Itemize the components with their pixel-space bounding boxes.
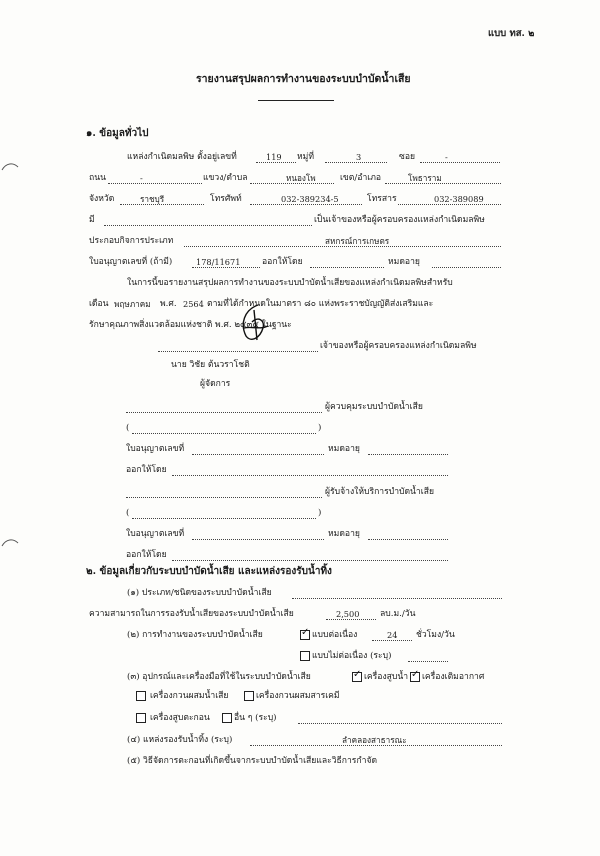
contractor-license-line <box>192 539 324 540</box>
capacity-value: 2,500 <box>336 609 360 619</box>
form-title: รายงานสรุปผลการทำงานของระบบบำบัดน้ำเสีย <box>196 73 411 85</box>
sludge-pump-label: เครื่องสูบตะกอน <box>150 713 210 723</box>
license-line <box>192 267 260 268</box>
receiving-water-line <box>250 745 502 746</box>
capacity-line <box>326 619 376 620</box>
fax-value: 032-389089 <box>434 194 484 204</box>
owner-sign-caption: เจ้าของหรือผู้ครอบครองแหล่งกำเนิดมลพิษ <box>320 341 477 351</box>
report-statement-line2: ตามที่ได้กำหนดในมาตรา ๘๐ แห่งพระราชบัญญัติส่งเสริมและ <box>207 299 434 309</box>
aerator-label: เครื่องเติมอากาศ <box>422 672 485 682</box>
expiry-line <box>432 267 501 268</box>
pump-checkbox[interactable] <box>352 672 362 682</box>
controller-expiry-label: หมดอายุ <box>328 444 360 454</box>
continuous-checkbox[interactable] <box>300 630 310 640</box>
issued-by-line <box>310 267 384 268</box>
receiving-water-label: (๔) แหล่งรองรับน้ำทิ้ง (ระบุ) <box>127 735 233 745</box>
chem-mixer-label: เครื่องกวนผสมสารเคมี <box>256 691 340 701</box>
road-line <box>108 183 202 184</box>
section2-heading: ๒. ข้อมูลเกี่ยวกับระบบบำบัดน้ำเสีย และแหล่งรองรับน้ำทิ้ง <box>86 566 332 577</box>
contractor-sign-line <box>126 497 322 498</box>
controller-expiry-line <box>368 454 448 455</box>
fax-line <box>398 204 501 205</box>
chem-mixer-checkbox[interactable] <box>244 691 254 701</box>
mixer-label: เครื่องกวนผสมน้ำเสีย <box>150 691 229 701</box>
signer-name: นาย วิชัย ต้นวราโชติ <box>171 360 250 370</box>
equipment-label: (๓) อุปกรณ์และเครื่องมือที่ใช้ในระบบบำบัดน้ำเสีย <box>127 672 311 682</box>
license-value: 178/11671 <box>196 257 241 267</box>
year-value: 2564 <box>183 299 204 309</box>
operation-label: (๒) การทำงานของระบบบำบัดน้ำเสีย <box>127 630 263 640</box>
owner-suffix: เป็นเจ้าของหรือผู้ครอบครองแหล่งกำเนิดมลพิษ <box>314 215 485 225</box>
system-type-label: (๑) ประเภท/ชนิดของระบบบำบัดน้ำเสีย <box>127 588 272 598</box>
soi-label: ซอย <box>399 152 416 162</box>
noncontinuous-line <box>408 661 448 662</box>
other-line <box>298 723 502 724</box>
expiry-label: หมดอายุ <box>388 257 420 267</box>
contractor-paren-open: ( <box>126 508 130 518</box>
receiving-water-value: ลำคลองสาธารณะ <box>342 735 407 745</box>
business-line <box>184 246 501 247</box>
controller-issued-line <box>172 475 448 476</box>
tambon-value: หนองโพ <box>286 173 316 183</box>
road-label: ถนน <box>89 173 106 183</box>
month-label: เดือน <box>89 299 109 309</box>
phone-line <box>250 204 362 205</box>
contractor-issued-line <box>172 560 448 561</box>
house-no-value: 119 <box>266 152 282 162</box>
capacity-unit: ลบ.ม./วัน <box>380 609 416 619</box>
phone-label: โทรศัพท์ <box>210 194 242 204</box>
license-label: ใบอนุญาตเลขที่ (ถ้ามี) <box>89 257 173 267</box>
house-no-line <box>256 162 296 163</box>
mixer-checkbox[interactable] <box>136 691 146 701</box>
moo-value: 3 <box>356 152 362 162</box>
hours-value: 24 <box>387 630 398 640</box>
contractor-expiry-line <box>368 539 448 540</box>
tambon-label: แขวง/ตำบล <box>203 173 248 183</box>
signature-mark <box>236 302 272 344</box>
amphoe-value: โพธาราม <box>408 173 442 183</box>
aerator-checkbox[interactable] <box>410 672 420 682</box>
sludge-management-label: (๕) วิธีจัดการตะกอนที่เกิดขึ้นจากระบบบำบัดน้ำเสียและวิธีการกำจัด <box>127 756 378 766</box>
other-checkbox[interactable] <box>222 713 232 723</box>
province-label: จังหวัด <box>89 194 115 204</box>
province-line <box>120 204 204 205</box>
fax-label: โทรสาร <box>367 194 397 204</box>
owner-prefix: มี <box>89 215 95 225</box>
road-value: - <box>140 173 143 183</box>
tambon-line <box>250 183 334 184</box>
business-value: สหกรณ์การเกษตร <box>325 236 390 246</box>
controller-paren-close: ) <box>318 423 322 433</box>
contractor-issued-label: ออกให้โดย <box>126 550 167 560</box>
controller-issued-label: ออกให้โดย <box>126 465 167 475</box>
controller-caption: ผู้ควบคุมระบบบำบัดน้ำเสีย <box>325 402 423 412</box>
amphoe-line <box>385 183 501 184</box>
punch-hole-mark-top <box>0 160 20 174</box>
continuous-label: แบบต่อเนื่อง <box>312 630 358 640</box>
system-type-line <box>292 598 502 599</box>
contractor-name-line <box>132 518 316 519</box>
month-value: พฤษภาคม <box>114 299 151 309</box>
punch-hole-mark-bottom <box>0 536 20 550</box>
moo-label: หมู่ที่ <box>297 152 314 162</box>
soi-line <box>420 162 500 163</box>
section1-heading: ๑. ข้อมูลทั่วไป <box>86 128 149 139</box>
report-statement-line3: รักษาคุณภาพสิ่งแวดล้อมแห่งชาติ พ.ศ. ๒๕๓๕ ในฐานะ <box>89 320 292 330</box>
noncontinuous-checkbox[interactable] <box>300 651 310 661</box>
controller-license-label: ใบอนุญาตเลขที่ <box>126 444 185 454</box>
contractor-paren-close: ) <box>318 508 322 518</box>
signer-title: ผู้จัดการ <box>200 379 231 389</box>
report-statement-line1: ในการนี้ขอรายงานสรุปผลการทำงานของระบบบำบัดน้ำเสียของแหล่งกำเนิดมลพิษสำหรับ <box>127 278 453 288</box>
form-code: แบบ ทส. ๒ <box>488 28 535 39</box>
controller-sign-line <box>126 412 322 413</box>
province-value: ราชบุรี <box>140 194 165 204</box>
owner-sign-line <box>158 351 318 352</box>
controller-name-line <box>132 433 316 434</box>
owner-line <box>104 225 312 226</box>
contractor-expiry-label: หมดอายุ <box>328 529 360 539</box>
controller-license-line <box>192 454 324 455</box>
controller-paren-open: ( <box>126 423 130 433</box>
noncontinuous-label: แบบไม่ต่อเนื่อง (ระบุ) <box>312 651 392 661</box>
other-label: อื่น ๆ (ระบุ) <box>234 713 277 723</box>
soi-value: - <box>445 152 448 162</box>
moo-line <box>325 162 387 163</box>
phone-value: 032-389234-5 <box>281 194 339 204</box>
sludge-pump-checkbox[interactable] <box>136 713 146 723</box>
source-location-label: แหล่งกำเนิดมลพิษ ตั้งอยู่เลขที่ <box>127 152 237 162</box>
contractor-caption: ผู้รับจ้างให้บริการบำบัดน้ำเสีย <box>325 487 434 497</box>
capacity-label: ความสามารถในการรองรับน้ำเสียของระบบบำบัดน้ำเสีย <box>89 609 294 619</box>
hours-unit: ชั่วโมง/วัน <box>416 630 455 640</box>
year-label: พ.ศ. <box>160 299 177 309</box>
issued-by-label: ออกให้โดย <box>262 257 303 267</box>
hours-line <box>372 640 412 641</box>
amphoe-label: เขต/อำเภอ <box>340 173 382 183</box>
business-label: ประกอบกิจการประเภท <box>89 236 174 246</box>
title-underline <box>258 100 334 101</box>
pump-label: เครื่องสูบน้ำ <box>364 672 409 682</box>
contractor-license-label: ใบอนุญาตเลขที่ <box>126 529 185 539</box>
